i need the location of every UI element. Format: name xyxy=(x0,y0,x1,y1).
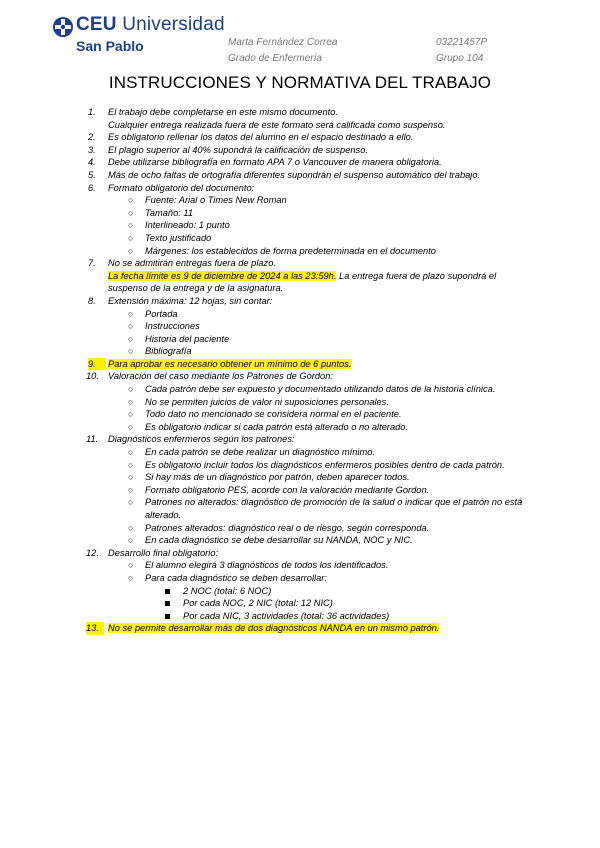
item-text: Más de ocho faltas de ortografía diferentes supondrán el suspenso automático del trabajo. xyxy=(108,169,481,180)
list-item xyxy=(88,358,538,371)
item-text: No se admitirán entregas fuera de plazo. xyxy=(108,258,276,269)
item-text: Es obligatorio rellenar los datos del alumno en el espacio destinado a ello. xyxy=(108,132,414,143)
item-text xyxy=(108,358,538,371)
sub-item: ○ No se permiten juicios de valor ni suposiciones personales. xyxy=(128,396,389,407)
list-item xyxy=(88,295,538,308)
circle-bullet-icon: ○ xyxy=(128,447,134,458)
list-item xyxy=(88,547,538,560)
sub-item: ○ Todo dato no mencionado se considera normal en el paciente. xyxy=(128,409,402,420)
sub-sub-item: 2 NOC (total: 6 NOC) xyxy=(88,585,538,598)
item-number: 13. xyxy=(86,622,104,635)
circle-bullet-icon: ○ xyxy=(128,472,134,483)
circle-bullet-icon: ○ xyxy=(128,560,134,571)
sub-item: ○ Es obligatorio indicar si cada patrón está alterado o no alterado. xyxy=(128,421,409,432)
sub-item: ○ Texto justificado xyxy=(128,232,212,243)
item-number: 10. xyxy=(86,371,99,382)
item-text xyxy=(108,622,538,635)
item-text: Cualquier entrega realizada fuera de este formato será calificada como suspenso. xyxy=(108,119,446,130)
item-number: 8. xyxy=(88,295,96,306)
list-item xyxy=(88,106,538,131)
ceu-cross-icon xyxy=(52,16,74,38)
sub-item: ○ En cada diagnóstico se debe desarrollar su NANDA, NOC y NIC. xyxy=(128,535,413,546)
ceu-logo xyxy=(52,14,225,60)
sub-item: ○ Fuente: Arial o Times New Roman xyxy=(128,195,287,206)
list-item xyxy=(88,144,538,157)
logo-title: CEU Universidad xyxy=(76,14,225,35)
square-bullet-icon xyxy=(165,601,170,606)
document-header xyxy=(0,0,600,70)
deadline-text: La fecha límite es 9 de diciembre de 2024 a las 23:59h. La entrega fuera de plazo supondrá el suspenso de la entrega y de la asignatura. xyxy=(108,270,497,294)
degree-name: Grado de Enfermería xyxy=(228,53,322,64)
list-item xyxy=(88,131,538,144)
page-title: INSTRUCCIONES Y NORMATIVA DEL TRABAJO xyxy=(108,73,492,92)
sub-item: ○ Tamaño: 11 xyxy=(128,207,194,218)
sub-item: ○ Es obligatorio incluir todos los diagnósticos enfermeros posibles dentro de cada patrón. xyxy=(128,459,505,470)
deadline-highlight: La fecha límite es 9 de diciembre de 2024 a las 23:59h. xyxy=(108,270,337,281)
list-item xyxy=(88,169,538,182)
circle-bullet-icon: ○ xyxy=(128,396,134,407)
sub-item: ○ Cada patrón debe ser expuesto y documentado utilizando datos de la historia clínica. xyxy=(128,384,496,395)
item-text: El trabajo debe completarse en este mismo documento. xyxy=(108,107,338,117)
circle-bullet-icon: ○ xyxy=(128,195,134,206)
sub-item: ○ Para cada diagnóstico se deben desarrollar: xyxy=(128,572,327,583)
student-id: 03221457P xyxy=(436,37,488,48)
sub-item: ○ Portada xyxy=(128,308,178,319)
sub-item: ○ Márgenes: los establecidos de forma predeterminada en el documento xyxy=(128,245,436,256)
pass-requirement-highlight: Para aprobar es necesario obtener un mínimo de 6 puntos. xyxy=(108,358,352,369)
sub-item: ○ Formato obligatorio PES, acorde con la valoración mediante Gordon. xyxy=(128,484,430,495)
sub-item: ○ Instrucciones xyxy=(128,321,200,332)
item-number: 6. xyxy=(88,182,96,193)
circle-bullet-icon: ○ xyxy=(128,535,134,546)
item-text: Valoración del caso mediante los Patrones de Gordon: xyxy=(108,371,333,382)
sub-item: ○ En cada patrón se debe realizar un diagnóstico mínimo. xyxy=(128,447,375,458)
sub-item: ○ Patrones alterados: diagnóstico real o de riesgo, según corresponda. xyxy=(128,522,430,533)
circle-bullet-icon: ○ xyxy=(128,245,134,256)
item-text: Diagnósticos enfermeros según los patrones: xyxy=(108,434,295,445)
item-text: Debe utilizarse bibliografía en formato APA 7 o Vancouver de manera obligatoria. xyxy=(108,157,442,168)
list-item xyxy=(88,622,538,635)
circle-bullet-icon: ○ xyxy=(128,459,134,470)
circle-bullet-icon: ○ xyxy=(128,484,134,495)
item-text: Extensión máxima: 12 hojas, sin contar: xyxy=(108,295,273,306)
item-number: 4. xyxy=(88,157,96,168)
list-item xyxy=(88,257,538,295)
circle-bullet-icon: ○ xyxy=(128,207,134,218)
item-number: 1. xyxy=(88,107,96,117)
sub-item: ○ El alumno elegirá 3 diagnósticos de todos los identificados. xyxy=(128,560,389,571)
item-number: 7. xyxy=(88,258,96,269)
logo-subtitle: San Pablo xyxy=(76,38,144,54)
square-bullet-icon xyxy=(165,614,170,619)
item-number: 11. xyxy=(86,434,99,445)
circle-bullet-icon: ○ xyxy=(128,497,134,508)
sub-item: ○ Bibliografía xyxy=(128,346,192,357)
circle-bullet-icon: ○ xyxy=(128,232,134,243)
instructions-list xyxy=(88,106,538,635)
circle-bullet-icon: ○ xyxy=(128,220,134,231)
circle-bullet-icon: ○ xyxy=(128,421,134,432)
sub-sub-item: Por cada NOC, 2 NIC (total: 12 NIC) xyxy=(88,597,538,610)
item-text: Formato obligatorio del documento: xyxy=(108,182,255,193)
nanda-limit-highlight: No se permite desarrollar más de dos diagnósticos NANDA en un mismo patrón. xyxy=(108,623,440,634)
sub-item: ○ Historia del paciente xyxy=(128,333,230,344)
item-text: Desarrollo final obligatorio: xyxy=(108,547,219,558)
circle-bullet-icon: ○ xyxy=(128,522,134,533)
circle-bullet-icon: ○ xyxy=(128,321,134,332)
sub-item: ○ Si hay más de un diagnóstico por patrón, deben aparecer todos. xyxy=(128,472,410,483)
item-number: 12. xyxy=(86,547,99,558)
circle-bullet-icon: ○ xyxy=(128,308,134,319)
item-text: El plagio superior al 40% supondrá la calificación de suspenso. xyxy=(108,144,368,155)
list-item xyxy=(88,370,538,383)
item-number: 9. xyxy=(88,358,106,371)
circle-bullet-icon: ○ xyxy=(128,346,134,357)
list-item xyxy=(88,156,538,169)
list-item xyxy=(88,433,538,446)
student-name: Marta Fernández Correa xyxy=(228,37,338,48)
circle-bullet-icon: ○ xyxy=(128,409,134,420)
group-name: Grupo 104 xyxy=(436,53,484,64)
square-bullet-icon xyxy=(165,589,170,594)
circle-bullet-icon: ○ xyxy=(128,333,134,344)
item-number: 2. xyxy=(88,132,96,143)
item-number: 3. xyxy=(88,144,96,155)
list-item xyxy=(88,182,538,195)
sub-item: ○ Interlineado: 1 punto xyxy=(128,220,230,231)
circle-bullet-icon: ○ xyxy=(128,384,134,395)
sub-sub-item: Por cada NIC, 3 actividades (total: 36 actividades) xyxy=(88,610,538,623)
sub-item: ○ Patrones no alterados: diagnóstico de promoción de la salud o indicar que el patrón no está alterado. xyxy=(128,497,523,520)
item-number: 5. xyxy=(88,169,96,180)
circle-bullet-icon: ○ xyxy=(128,572,134,583)
